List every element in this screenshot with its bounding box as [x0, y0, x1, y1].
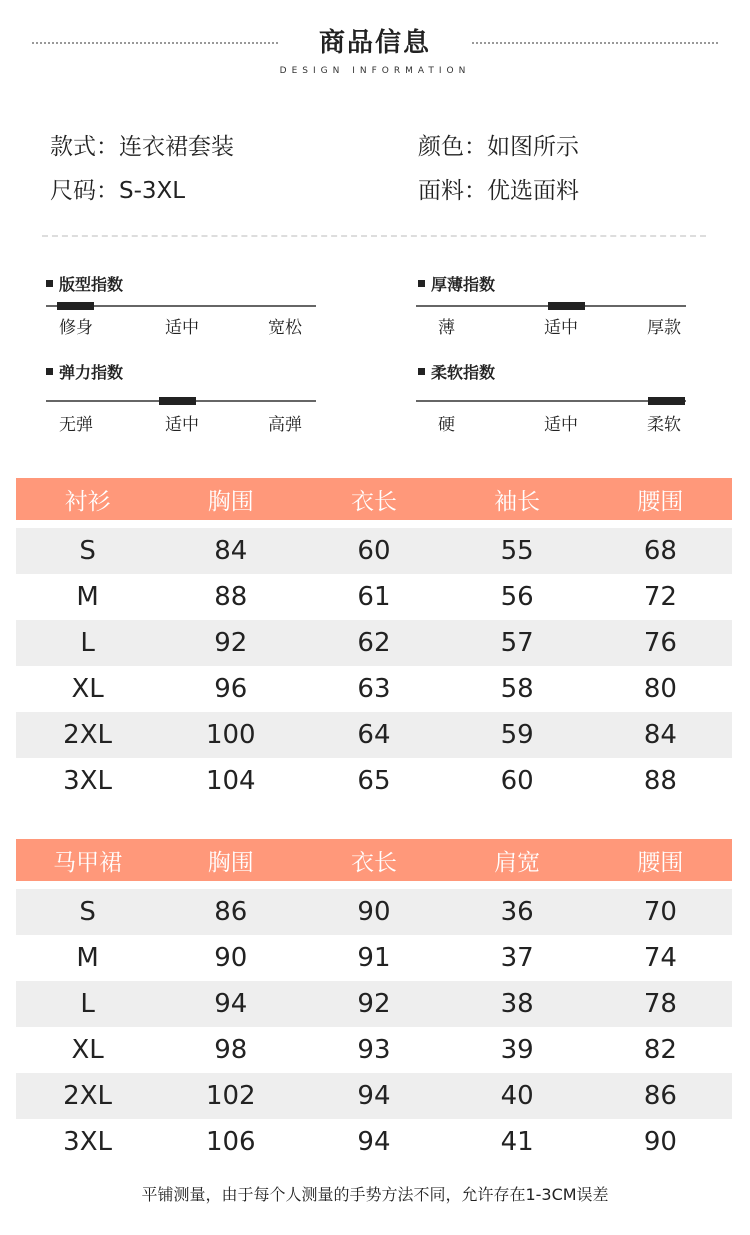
table-header-row [16, 839, 732, 881]
info-size: 尺码：S-3XL [50, 178, 186, 204]
table-header-cell: 肩宽 [446, 839, 589, 881]
table-cell: 55 [446, 528, 589, 574]
table-row [16, 1027, 732, 1073]
table-spacer [16, 520, 732, 528]
table-row [16, 666, 732, 712]
table-cell: S [16, 889, 159, 935]
table-cell: 100 [159, 712, 302, 758]
table-cell: S [16, 528, 159, 574]
fit-index-marker [57, 302, 94, 310]
square-bullet-icon [46, 280, 53, 287]
table-cell: 63 [357, 674, 391, 704]
thickness-index-label-low: 薄 [438, 318, 455, 338]
table-cell: 59 [446, 712, 589, 758]
table-cell: 39 [500, 1035, 534, 1065]
square-bullet-icon [418, 280, 425, 287]
fit-index-title: 版型指数 [46, 272, 123, 295]
info-style: 款式：连衣裙套装 [50, 134, 234, 160]
table-cell: XL [71, 1035, 104, 1065]
table-header-cell: 腰围 [589, 839, 732, 881]
table-cell: L [16, 981, 159, 1027]
table-row [16, 935, 732, 981]
table-cell: 68 [589, 528, 732, 574]
table-cell: 94 [357, 1127, 391, 1157]
table-cell: 62 [302, 620, 445, 666]
table-cell: 3XL [63, 1127, 113, 1157]
table-row [16, 574, 732, 620]
table-header-cell: 胸围 [159, 839, 302, 881]
table-cell: 91 [357, 943, 391, 973]
table-cell: 37 [500, 943, 534, 973]
table-cell: 86 [589, 1073, 732, 1119]
table-cell: 106 [205, 1127, 256, 1157]
table-cell: L [16, 620, 159, 666]
elasticity-index-title: 弹力指数 [46, 360, 123, 383]
table-cell: 3XL [63, 766, 113, 796]
elasticity-index-marker [159, 397, 196, 405]
table-cell: 60 [500, 766, 534, 796]
table-cell: 82 [643, 1035, 677, 1065]
table-row [16, 1119, 732, 1165]
square-bullet-icon [418, 368, 425, 375]
table-row [16, 889, 732, 935]
thickness-index-marker [548, 302, 585, 310]
table-cell: 80 [643, 674, 677, 704]
table-cell: 96 [214, 674, 248, 704]
title-dots-right [472, 42, 718, 44]
softness-index-scale [416, 400, 686, 402]
fit-index-label-mid: 适中 [165, 318, 199, 338]
elasticity-index-label-low: 无弹 [59, 415, 93, 435]
fit-index-label-high: 宽松 [268, 318, 302, 338]
table-row [16, 528, 732, 574]
page-title: 商品信息 [318, 28, 431, 58]
table-cell: 88 [643, 766, 677, 796]
table-cell: 56 [500, 582, 534, 612]
table-cell: 94 [302, 1073, 445, 1119]
table-cell: 65 [357, 766, 391, 796]
page-subtitle: DESIGN INFORMATION [279, 66, 471, 76]
table-cell: 41 [500, 1127, 534, 1157]
table-cell: 78 [589, 981, 732, 1027]
table-header-cell: 衣长 [302, 478, 445, 520]
table-cell: 88 [214, 582, 248, 612]
divider [42, 235, 706, 237]
table-cell: 92 [159, 620, 302, 666]
table-cell: 104 [205, 766, 256, 796]
square-bullet-icon [46, 368, 53, 375]
table-cell: 93 [357, 1035, 391, 1065]
vest-size-table [16, 839, 732, 1165]
table-cell: 38 [446, 981, 589, 1027]
table-cell: 40 [446, 1073, 589, 1119]
softness-index-label-low: 硬 [438, 415, 455, 435]
table-cell: 98 [214, 1035, 248, 1065]
table-row [16, 758, 732, 804]
table-cell: 74 [643, 943, 677, 973]
table-row [16, 712, 732, 758]
table-cell: 76 [589, 620, 732, 666]
thickness-index-label-high: 厚款 [647, 318, 681, 338]
table-cell: XL [71, 674, 104, 704]
table-cell: 84 [159, 528, 302, 574]
table-cell: 84 [589, 712, 732, 758]
elasticity-index-label-high: 高弹 [268, 415, 302, 435]
table-cell: 57 [446, 620, 589, 666]
table-header-row [16, 478, 732, 520]
table-cell: 61 [357, 582, 391, 612]
table-row [16, 620, 732, 666]
table-cell: 92 [302, 981, 445, 1027]
table-cell: M [76, 943, 99, 973]
table-cell: 86 [159, 889, 302, 935]
table-cell: 90 [643, 1127, 677, 1157]
table-cell: 102 [159, 1073, 302, 1119]
table-header-cell: 衬衫 [16, 478, 159, 520]
fit-index-label-low: 修身 [59, 318, 93, 338]
table-cell: 70 [589, 889, 732, 935]
table-cell: 2XL [16, 712, 159, 758]
table-cell: 90 [214, 943, 248, 973]
table-header-cell: 胸围 [159, 478, 302, 520]
table-cell: 94 [159, 981, 302, 1027]
table-cell: 60 [302, 528, 445, 574]
table-cell: 72 [643, 582, 677, 612]
table-header-cell: 衣长 [302, 839, 445, 881]
table-cell: M [76, 582, 99, 612]
softness-index-label-mid: 适中 [544, 415, 578, 435]
table-cell: 36 [446, 889, 589, 935]
shirt-size-table [16, 478, 732, 804]
thickness-index-title: 厚薄指数 [418, 272, 495, 295]
table-cell: 64 [302, 712, 445, 758]
info-fabric: 面料：优选面料 [418, 178, 579, 204]
table-header-cell: 袖长 [446, 478, 589, 520]
softness-index-marker [648, 397, 685, 405]
table-cell: 2XL [16, 1073, 159, 1119]
table-header-cell: 马甲裙 [16, 839, 159, 881]
table-row [16, 1073, 732, 1119]
table-header-cell: 腰围 [589, 478, 732, 520]
softness-index-title: 柔软指数 [418, 360, 495, 383]
table-cell: 58 [500, 674, 534, 704]
elasticity-index-label-mid: 适中 [165, 415, 199, 435]
table-cell: 90 [302, 889, 445, 935]
table-row [16, 981, 732, 1027]
softness-index-label-high: 柔软 [647, 415, 681, 435]
table-spacer [16, 881, 732, 889]
measurement-note: 平铺测量，由于每个人测量的手势方法不同，允许存在1-3CM误差 [141, 1185, 609, 1204]
thickness-index-label-mid: 适中 [544, 318, 578, 338]
info-color: 颜色：如图所示 [418, 134, 579, 160]
